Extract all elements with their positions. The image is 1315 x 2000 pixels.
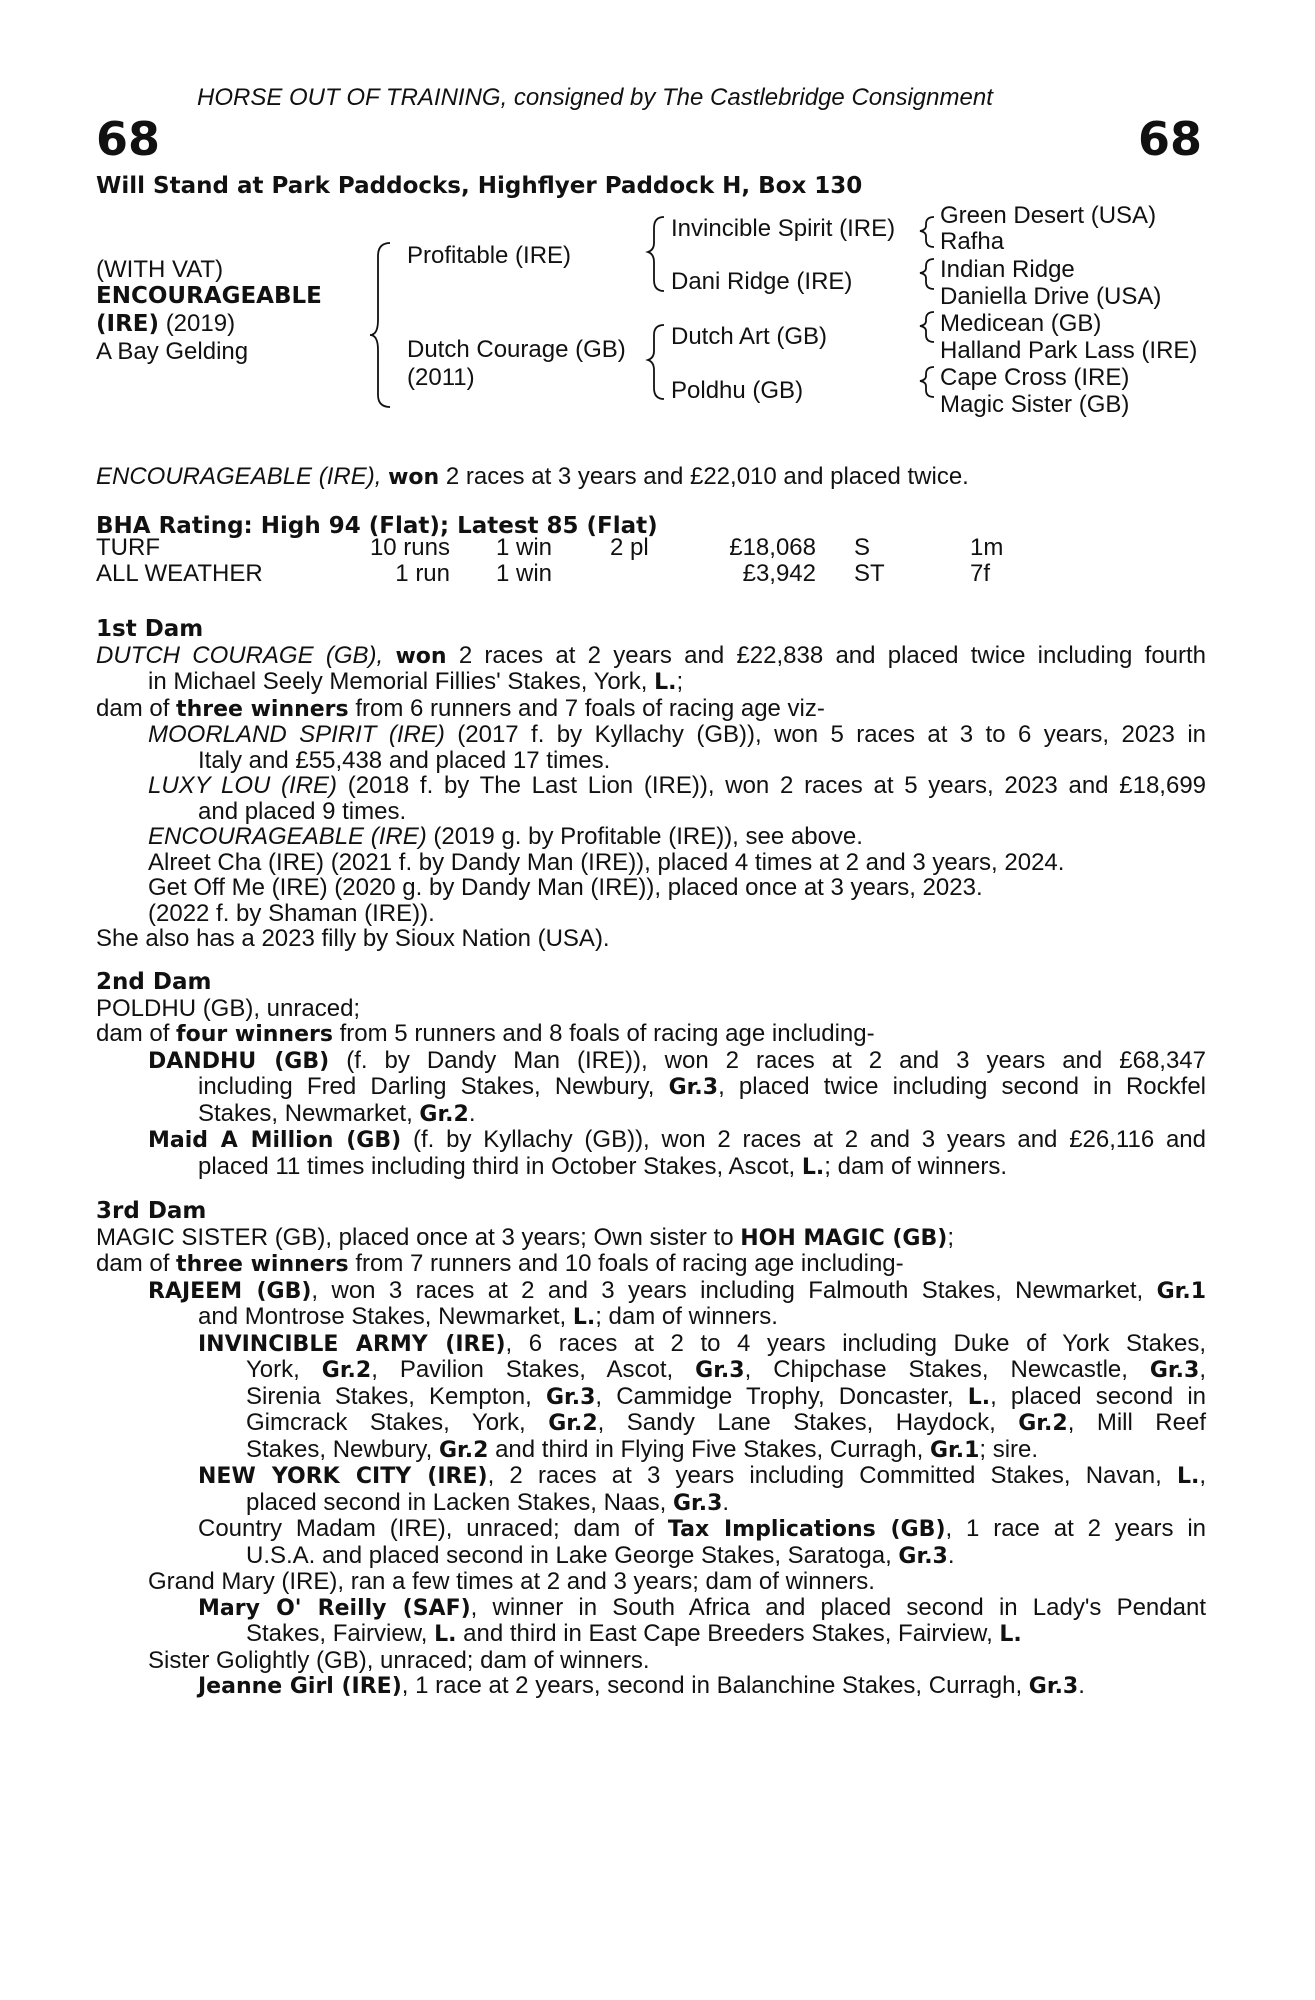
text-fragment: Gr.1	[929, 1437, 980, 1463]
text-fragment: Gr.2	[438, 1437, 489, 1463]
horse-year: (2019)	[165, 310, 236, 337]
text-fragment: DUTCH COURAGE (GB),	[96, 641, 384, 669]
text-fragment: INVINCIBLE ARMY (IRE)	[198, 1331, 506, 1357]
list-item-cont	[96, 1357, 1206, 1384]
pedigree-dds: Cape Cross (IRE)	[940, 364, 1130, 391]
text-fragment: 7f	[970, 560, 991, 587]
text-fragment: Gr.1	[1156, 1278, 1207, 1304]
first-dam-note: She also has a 2023 filly by Sioux Nation (USA).	[96, 925, 610, 952]
first-dam-section	[96, 617, 1206, 952]
text-fragment: dam of	[96, 694, 170, 722]
text-fragment: L.	[572, 1305, 596, 1330]
list-item	[96, 1595, 1206, 1622]
text-fragment: L.	[801, 1154, 825, 1180]
list-item	[96, 1516, 1206, 1543]
list-item-cont	[96, 1543, 1206, 1570]
list-item-cont	[96, 1621, 1206, 1648]
text-fragment: , placed second in	[990, 1382, 1206, 1410]
text-fragment: including Fred Darling Stakes, Newbury,	[198, 1073, 655, 1100]
pedigree-dam-sire: Dutch Art (GB)	[671, 323, 828, 350]
race-summary: ENCOURAGEABLE (IRE), won 2 races at 3 years and £22,010 and placed twice.	[96, 463, 969, 490]
list-item	[96, 1048, 1206, 1075]
text-fragment: and third in East Cape Breeders Stakes, Fairview,	[463, 1620, 993, 1647]
text-fragment: Gr.2	[321, 1358, 372, 1383]
text-fragment: ST	[854, 560, 885, 587]
text-fragment: ENCOURAGEABLE (IRE)	[148, 823, 427, 850]
text-fragment: three winners	[176, 1252, 349, 1277]
text-fragment: placed 11 times including third in October Stakes, Ascot,	[198, 1152, 796, 1180]
text-fragment: York,	[246, 1356, 300, 1383]
text-fragment: , 6 races at 2 to 4 years including Duke of York Stakes,	[505, 1329, 1206, 1357]
text-fragment: U.S.A. and placed second in Lake George Stakes, Saratoga,	[246, 1541, 892, 1569]
text-fragment: LUXY LOU (IRE)	[148, 772, 338, 799]
text-fragment: , winner in South Africa and placed second in Lady's Pendant	[470, 1593, 1206, 1621]
text-fragment: £18,068	[729, 534, 816, 561]
text-fragment: and Montrose Stakes, Newmarket,	[198, 1303, 567, 1330]
list-item-cont	[96, 1101, 1206, 1128]
text-fragment: MAGIC SISTER (GB), placed once at 3 years; Own sister to	[96, 1223, 734, 1251]
text-fragment: .	[1078, 1672, 1085, 1699]
pedigree-dam-dam: Poldhu (GB)	[671, 377, 804, 404]
text-fragment: L.	[999, 1622, 1022, 1647]
list-item-cont	[96, 1074, 1206, 1101]
text-fragment: ,	[1199, 1462, 1207, 1489]
pedigree-sire-sire: Invincible Spirit (IRE)	[671, 215, 896, 242]
section-heading: 3rd Dam	[96, 1198, 207, 1224]
text-fragment: 10 runs	[369, 534, 450, 561]
brace-dam	[648, 325, 664, 399]
pedigree-ddd: Magic Sister (GB)	[940, 391, 1130, 418]
first-dam-line	[96, 696, 1206, 723]
list-item-cont: Italy and £55,438 and placed 17 times.	[198, 746, 611, 774]
text-fragment: ;	[947, 1223, 954, 1251]
text-fragment: Gr.2	[548, 1411, 598, 1436]
text-fragment: MOORLAND SPIRIT (IRE)	[148, 721, 445, 748]
second-dam-line	[96, 1021, 1206, 1048]
text-fragment: L.	[967, 1384, 991, 1410]
text-fragment: TURF	[96, 534, 160, 561]
text-fragment: three winners	[176, 696, 349, 722]
text-fragment: Jeanne Girl (IRE)	[198, 1674, 402, 1699]
text-fragment: Stakes, Newbury,	[246, 1435, 433, 1463]
list-item: Alreet Cha (IRE) (2021 f. by Dandy Man (IRE)), placed 4 times at 2 and 3 years, 2024.	[148, 848, 1065, 876]
text-fragment: Gr.2	[419, 1101, 469, 1127]
list-item-cont	[96, 1490, 1206, 1517]
text-fragment: 1 win	[496, 534, 553, 561]
pedigree-dam-year: (2011)	[407, 364, 475, 391]
section-heading: 2nd Dam	[96, 969, 212, 995]
text-fragment: ; sire.	[979, 1435, 1039, 1463]
list-item	[96, 1278, 1206, 1305]
list-item: Grand Mary (IRE), ran a few times at 2 and 3 years; dam of winners.	[148, 1568, 875, 1595]
list-item	[96, 824, 1206, 850]
list-item: Sister Golightly (GB), unraced; dam of winners.	[148, 1646, 650, 1674]
text-fragment: Sirenia Stakes, Kempton,	[246, 1382, 532, 1410]
text-fragment: Maid A Million (GB)	[148, 1128, 402, 1153]
list-item: Get Off Me (IRE) (2020 g. by Dandy Man (IRE)), placed once at 3 years, 2023.	[148, 874, 983, 901]
text-fragment: .	[722, 1488, 730, 1516]
text-fragment: (2019 g. by Profitable (IRE)), see above.	[433, 823, 863, 850]
third-dam-line	[96, 1225, 1206, 1252]
text-fragment: Tax Implications (GB)	[667, 1517, 946, 1542]
text-fragment: Gr.3	[1028, 1674, 1079, 1699]
horse-description: A Bay Gelding	[96, 338, 249, 365]
horse-country: (IRE)	[96, 311, 160, 337]
list-item: (2022 f. by Shaman (IRE)).	[148, 899, 435, 927]
text-fragment: dam of	[96, 1250, 170, 1277]
text-fragment: Gr.3	[672, 1490, 723, 1516]
brace-sire	[648, 217, 664, 291]
text-fragment: 1 win	[496, 560, 553, 587]
list-item-cont	[96, 1304, 1206, 1331]
text-fragment: Gr.2	[1018, 1411, 1068, 1436]
text-fragment: (2018 f. by The Last Lion (IRE)), won 2 races at 5 years, 2023 and £18,699	[347, 772, 1207, 799]
race-record-table	[96, 534, 1096, 586]
table-row	[96, 534, 1096, 560]
text-fragment: 2 pl	[610, 534, 649, 561]
text-fragment: £3,942	[742, 560, 816, 587]
catalogue-subtitle: HORSE OUT OF TRAINING, consigned by The Castlebridge Consignment	[197, 84, 993, 111]
text-fragment: , 1 race at 2 years, second in Balanchine Stakes, Curragh,	[401, 1672, 1023, 1699]
pedigree-dss: Medicean (GB)	[940, 310, 1102, 337]
stabling-location: Will Stand at Park Paddocks, Highflyer Paddock H, Box 130	[96, 173, 863, 199]
text-fragment: , 1 race at 2 years in	[945, 1515, 1207, 1542]
text-fragment: in Michael Seely Memorial Fillies' Stakes, York,	[148, 668, 648, 695]
third-dam-section	[96, 1199, 1206, 1700]
bha-rating-heading: BHA Rating: High 94 (Flat); Latest 85 (Flat)	[96, 513, 658, 539]
text-fragment: .	[947, 1541, 955, 1569]
text-fragment: L.	[434, 1622, 457, 1647]
text-fragment: ;	[676, 668, 684, 695]
lot-number-left: 68	[96, 112, 161, 166]
text-fragment: ; dam of winners.	[824, 1152, 1008, 1180]
table-row	[96, 560, 1096, 586]
list-item-cont	[96, 1154, 1206, 1181]
list-item	[96, 1127, 1206, 1154]
text-fragment: , Sandy Lane Stakes, Haydock,	[597, 1409, 996, 1436]
text-fragment: , won 3 races at 2 and 3 years including Falmouth Stakes, Newmarket,	[311, 1276, 1144, 1304]
first-dam-line	[96, 669, 1206, 696]
text-fragment: from 5 runners and 8 foals of racing age including-	[339, 1020, 875, 1047]
text-fragment: L.	[654, 670, 677, 695]
text-fragment: won	[395, 643, 447, 669]
list-item	[96, 1331, 1206, 1358]
section-heading: 1st Dam	[96, 616, 204, 642]
text-fragment: Gimcrack Stakes, York,	[246, 1409, 526, 1436]
text-fragment: dam of	[96, 1020, 170, 1047]
text-fragment: four winners	[176, 1022, 333, 1047]
pedigree-dsd: Halland Park Lass (IRE)	[940, 337, 1198, 364]
horse-name: ENCOURAGEABLE	[96, 283, 322, 309]
second-dam-line: POLDHU (GB), unraced;	[96, 994, 361, 1022]
text-fragment: Gr.3	[545, 1384, 596, 1410]
text-fragment: Gr.3	[898, 1543, 948, 1569]
first-dam-line	[96, 643, 1206, 670]
text-fragment: Country Madam (IRE), unraced; dam of	[198, 1515, 655, 1542]
text-fragment: Gr.3	[1149, 1358, 1200, 1383]
text-fragment: ALL WEATHER	[96, 560, 263, 587]
pedigree-dam: Dutch Courage (GB)	[407, 336, 626, 363]
list-item	[96, 722, 1206, 748]
pedigree-sire-dam: Dani Ridge (IRE)	[671, 268, 853, 295]
text-fragment: , Cammidge Trophy, Doncaster,	[595, 1382, 954, 1410]
brace-dd	[920, 367, 934, 397]
text-fragment: from 6 runners and 7 foals of racing age viz-	[355, 694, 825, 722]
list-item-cont	[96, 1410, 1206, 1437]
text-fragment: from 7 runners and 10 foals of racing age including-	[355, 1250, 904, 1277]
text-fragment: 2 races at 2 years and £22,838 and placed twice including fourth	[458, 641, 1207, 669]
brace-sd	[920, 259, 934, 289]
pedigree-sdd: Daniella Drive (USA)	[940, 283, 1162, 310]
brace-ss	[920, 217, 934, 247]
text-fragment: Gr.3	[668, 1075, 719, 1100]
text-fragment: 1 run	[395, 560, 450, 587]
text-fragment: .	[468, 1099, 476, 1127]
text-fragment: , Pavilion Stakes, Ascot,	[371, 1356, 674, 1383]
text-fragment: 1m	[970, 534, 1004, 561]
list-item	[96, 1463, 1206, 1490]
text-fragment: , 2 races at 3 years including Committed Stakes, Navan,	[487, 1462, 1162, 1489]
text-fragment: , placed twice including second in Rockfel	[718, 1073, 1206, 1100]
text-fragment: , Mill Reef	[1067, 1409, 1206, 1436]
text-fragment: ; dam of winners.	[595, 1303, 778, 1330]
list-item	[96, 1673, 1206, 1700]
text-fragment: and third in Flying Five Stakes, Curragh,	[495, 1435, 924, 1463]
text-fragment: HOH MAGIC (GB)	[740, 1225, 948, 1251]
text-fragment: S	[854, 534, 871, 561]
text-fragment: (f. by Kyllachy (GB)), won 2 races at 2 and 3 years and £26,116 and	[412, 1126, 1206, 1153]
list-item	[96, 773, 1206, 799]
text-fragment: NEW YORK CITY (IRE)	[198, 1464, 488, 1489]
pedigree-ssd: Rafha	[940, 228, 1005, 255]
pedigree-sds: Indian Ridge	[940, 256, 1075, 283]
second-dam-section	[96, 970, 1206, 1180]
text-fragment: DANDHU (GB)	[148, 1048, 330, 1074]
text-fragment: ,	[1199, 1356, 1206, 1383]
pedigree-sire: Profitable (IRE)	[407, 242, 572, 269]
list-item-cont	[96, 1384, 1206, 1411]
text-fragment: Gr.3	[695, 1358, 745, 1383]
text-fragment: Stakes, Fairview,	[246, 1620, 428, 1647]
brace-parents	[370, 243, 390, 407]
text-fragment: , Chipchase Stakes, Newcastle,	[744, 1356, 1128, 1383]
text-fragment: Stakes, Newmarket,	[198, 1099, 413, 1127]
list-item-cont	[96, 1437, 1206, 1464]
pedigree-sss: Green Desert (USA)	[940, 202, 1157, 229]
text-fragment: (f. by Dandy Man (IRE)), won 2 races at 2 and 3 years and £68,347	[346, 1046, 1207, 1074]
lot-number-right: 68	[1137, 112, 1202, 166]
text-fragment: placed second in Lacken Stakes, Naas,	[246, 1488, 667, 1516]
brace-ds	[920, 312, 934, 342]
vat-status: (WITH VAT)	[96, 256, 224, 283]
text-fragment: Mary O' Reilly (SAF)	[198, 1595, 471, 1621]
text-fragment: (2017 f. by Kyllachy (GB)), won 5 races at 3 to 6 years, 2023 in	[457, 721, 1206, 748]
text-fragment: RAJEEM (GB)	[148, 1278, 312, 1304]
list-item-cont: and placed 9 times.	[198, 797, 407, 825]
text-fragment: L.	[1176, 1464, 1200, 1489]
third-dam-line	[96, 1251, 1206, 1278]
